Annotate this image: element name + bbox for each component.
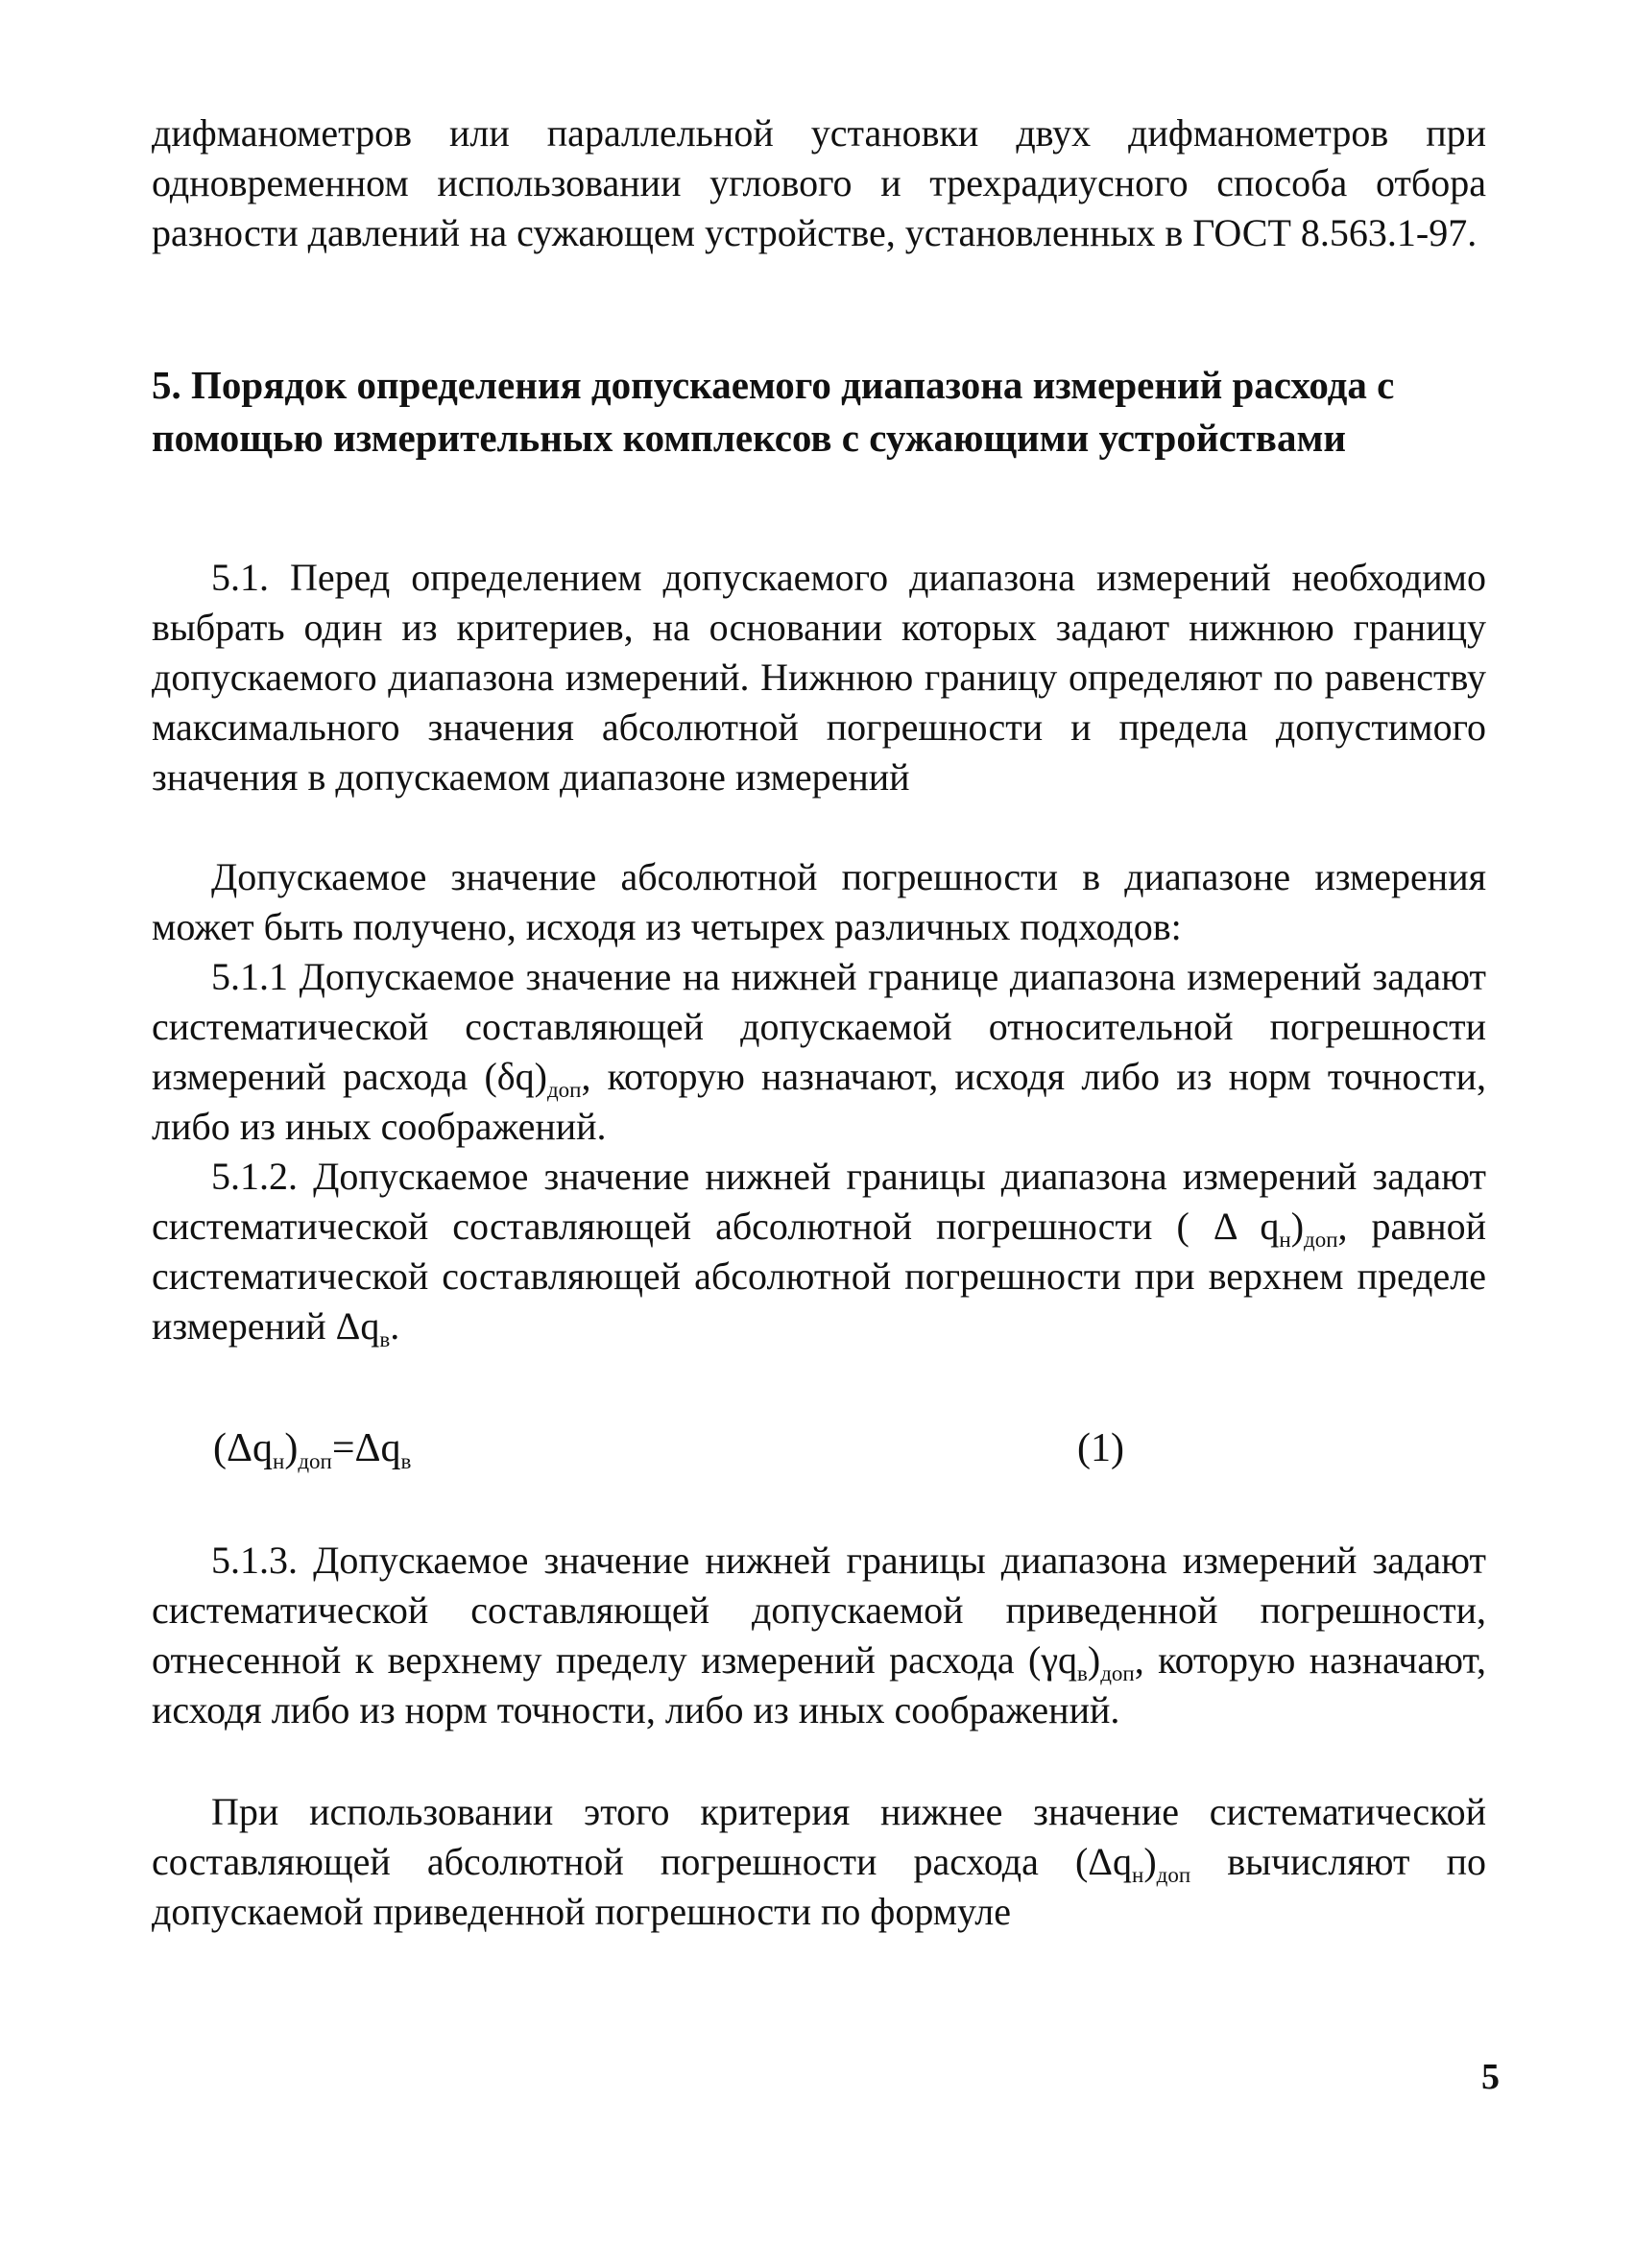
- paragraph-criterion: [152, 1787, 1486, 1937]
- subscript: доп: [546, 1078, 582, 1102]
- subscript: в: [1077, 1661, 1088, 1685]
- text-run: 5.1.1 Допускаемое значение на нижней границе диапазона измерений задают систематической составляющей допускаемой относительной погрешности измерений расхода (δq): [152, 955, 1486, 1098]
- subscript: доп: [298, 1449, 332, 1473]
- text-run: , равной систематической составляющей абсолютной погрешности при верхнем пределе измерений Δq: [152, 1205, 1487, 1348]
- subscript: н: [1279, 1228, 1291, 1252]
- intro-paragraph: дифманометров или параллельной установки двух дифманометров при одновременном использовании углового и трехрадиусного способа отбора разности давлений на сужающем устройстве, установленных в ГОСТ 8.563.1-97.: [152, 111, 1486, 254]
- text-run: , которую назначают, исходя либо из норм точности, либо из иных соображений.: [152, 1055, 1486, 1148]
- paragraph-5-1-3: [152, 1536, 1486, 1735]
- equation-1: [213, 1420, 411, 1477]
- equation-part: =Δq: [331, 1426, 401, 1470]
- subscript: в: [379, 1327, 391, 1351]
- text-run: .: [390, 1304, 400, 1348]
- subscript: доп: [1156, 1863, 1191, 1887]
- text-run: ): [1087, 1638, 1101, 1682]
- text-run: 5.1.3. Допускаемое значение нижней границы диапазона измерений задают систематической составляющей допускаемой приведенной погрешности, отнесенной к верхнему пределу измерений расхода (γq: [152, 1539, 1486, 1682]
- equation-part: (Δq: [213, 1426, 273, 1470]
- paragraph-approaches: Допускаемое значение абсолютной погрешности в диапазоне измерения может быть получено, исходя из четырех различных подходов:: [152, 855, 1486, 948]
- subscript: н: [273, 1449, 285, 1473]
- paragraph-5-1: 5.1. Перед определением допускаемого диапазона измерений необходимо выбрать один из критериев, на основании которых задают нижнюю границу допускаемого диапазона измерений. Нижнюю границу определяют по равенству максимального значения абсолютной погрешности и предела допустимого значения в допускаемом диапазоне измерений: [152, 556, 1486, 799]
- subscript: н: [1132, 1863, 1144, 1887]
- paragraph-5-1-2: [152, 1152, 1486, 1351]
- text-run: ): [1143, 1840, 1157, 1883]
- subscript: доп: [1100, 1661, 1135, 1685]
- text-run: ): [1290, 1205, 1305, 1248]
- section-heading: 5. Порядок определения допускаемого диапазона измерений расхода с помощью измерительных комплексов с сужающими устройствами: [152, 363, 1395, 460]
- text-run: , которую назначают, исходя либо из норм точности, либо из иных соображений.: [152, 1638, 1486, 1731]
- equation-part: ): [284, 1426, 299, 1470]
- text-run: вычисляют по допускаемой приведенной погрешности по формуле: [152, 1840, 1486, 1933]
- page-number: 5: [1481, 2057, 1500, 2097]
- text-run: При использовании этого критерия нижнее значение систематической составляющей абсолютной погрешности расхода (Δq: [152, 1790, 1486, 1883]
- paragraph-5-1-1: [152, 952, 1486, 1152]
- subscript: доп: [1304, 1228, 1338, 1252]
- subscript: в: [400, 1449, 412, 1473]
- equation-number: (1): [1077, 1426, 1124, 1470]
- text-run: 5.1.2. Допускаемое значение нижней границы диапазона измерений задают систематической составляющей абсолютной погрешности ( Δ q: [152, 1155, 1486, 1248]
